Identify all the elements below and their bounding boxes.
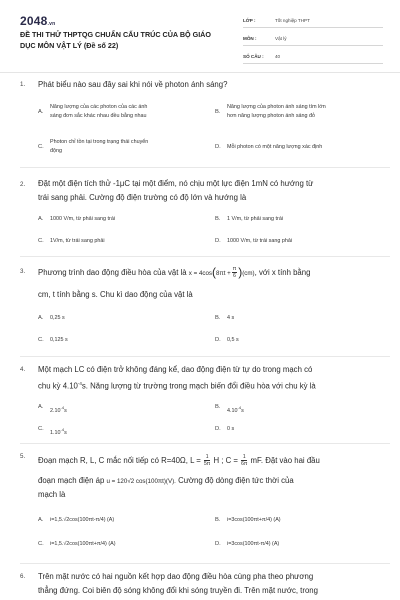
question-separator xyxy=(20,563,390,564)
meta-key: LỚP : xyxy=(243,18,256,23)
option-c[interactable]: C. $1.10^{-4}s$ xyxy=(38,426,67,436)
option-d[interactable]: D. 1000 V/m, từ trái sang phải xyxy=(215,238,293,244)
meta-value: Vật lý xyxy=(275,36,287,41)
meta-class-row xyxy=(243,14,383,28)
site-logo[interactable]: 2048.vn xyxy=(20,14,56,28)
meta-subject-row xyxy=(243,32,383,46)
question-text-line: Đặt một điện tích thử -1μC tại một điểm, nó chịu một lực điện 1mN có hướng từ xyxy=(38,179,314,188)
meta-count-row xyxy=(243,50,383,64)
option-a[interactable]: A. 0,25 s xyxy=(38,315,65,321)
meta-value: 40 xyxy=(275,54,281,59)
question-text-line: Phương trình dao động điều hòa của vật là x = 4cos(8πt + $\frac{\pi}{6}$ )(cm), với x tính bằng xyxy=(38,265,311,280)
option-d[interactable]: D. i=3cos(100πt-π/4) (A) xyxy=(215,541,280,547)
question-text-line: cm, t tính bằng s. Chu kì dao động của vật là xyxy=(38,290,193,299)
question-separator xyxy=(20,356,390,357)
meta-value: Tốt nghiệp THPT xyxy=(275,18,310,23)
question-text-line: chu kỳ $4.10^{-4}s$. Năng lượng từ trường trong mạch biến đổi điều hòa với chu kỳ là xyxy=(38,381,316,391)
question-text: Phát biểu nào sau đây sai khi nói về photon ánh sáng? xyxy=(38,80,228,89)
question-number: 5. xyxy=(20,453,26,460)
option-b[interactable]: B. 1 V/m, từ phải sang trái xyxy=(215,216,284,222)
option-c[interactable]: C. i=1,5.√2cos(100πt+π/4) (A) xyxy=(38,541,116,547)
option-c[interactable]: C. 0,125 s xyxy=(38,337,68,343)
option-b[interactable]: B. $4.10^{-4}s$ xyxy=(215,404,244,414)
exam-title: ĐỀ THI THỬ THPTQG CHUẨN CẤU TRÚC CỦA BỘ GIÁO DỤC MÔN VẬT LÝ (Đề số 22) xyxy=(20,30,211,50)
question-separator xyxy=(20,443,390,444)
question-number: 1. xyxy=(20,81,26,88)
option-b[interactable]: B. Năng lượng của photon ánh sáng tím lớn hơn năng lượng photon ánh sáng đỏ xyxy=(215,104,326,119)
exam-header xyxy=(0,0,400,72)
question-number: 4. xyxy=(20,366,26,373)
question-separator xyxy=(20,256,390,257)
option-c[interactable]: C. 1V/m, từ trái sang phải xyxy=(38,238,105,244)
option-a[interactable]: A. i=1,5.√2cos(100πt-π/4) (A) xyxy=(38,517,115,523)
option-a[interactable]: A. 1000 V/m, từ phải sang trái xyxy=(38,216,116,222)
option-d[interactable]: D. Mỗi photon có một năng lượng xác định xyxy=(215,144,323,150)
option-b[interactable]: B. 4 s xyxy=(215,315,235,321)
question-text-line: đoạn mạch điện áp u = 120√2 cos(100πt)(V). Cường độ dòng điện tức thời của xyxy=(38,476,294,485)
question-number: 2. xyxy=(20,181,26,188)
question-text-line: Trên mặt nước có hai nguồn kết hợp dao động điều hòa cùng pha theo phương xyxy=(38,572,314,581)
option-a[interactable]: A. $2.10^{-4}s$ xyxy=(38,404,67,414)
question-text-line: Đoạn mạch R, L, C mắc nối tiếp có R=40Ω, L = $\frac{1}{5\pi}$ H ; C = $\frac{1}{6\pi}$ mF. Đặt vào hai đầu xyxy=(38,454,320,468)
option-d[interactable]: D. 0,5 s xyxy=(215,337,239,343)
question-text-line: trái sang phải. Cường độ điện trường có độ lớn và hướng là xyxy=(38,193,247,202)
exam-meta xyxy=(243,14,383,68)
question-number: 3. xyxy=(20,268,26,275)
option-c[interactable]: C. Photon chỉ tồn tại trong trạng thái chuyển động xyxy=(38,139,149,154)
meta-key: MÔN : xyxy=(243,36,257,41)
option-b[interactable]: B. i=3cos(100πt+π/4) (A) xyxy=(215,517,281,523)
question-separator xyxy=(20,167,390,168)
question-text-line: mạch là xyxy=(38,490,66,499)
option-a[interactable]: A. Năng lượng của các photon của các ánh sáng đơn sắc khác nhau đều bằng nhau xyxy=(38,104,148,119)
option-d[interactable]: D. 0 s xyxy=(215,426,235,432)
meta-key: SỐ CÂU : xyxy=(243,54,264,59)
question-text-line: Một mạch LC có điện trở không đáng kể, dao động điện từ tự do trong mạch có xyxy=(38,365,313,374)
question-text-line: thẳng đứng. Coi biên độ sóng không đổi khi sóng truyền đi. Trên mặt nước, trong xyxy=(38,586,318,595)
header-divider xyxy=(0,72,400,73)
question-number: 6. xyxy=(20,573,26,580)
